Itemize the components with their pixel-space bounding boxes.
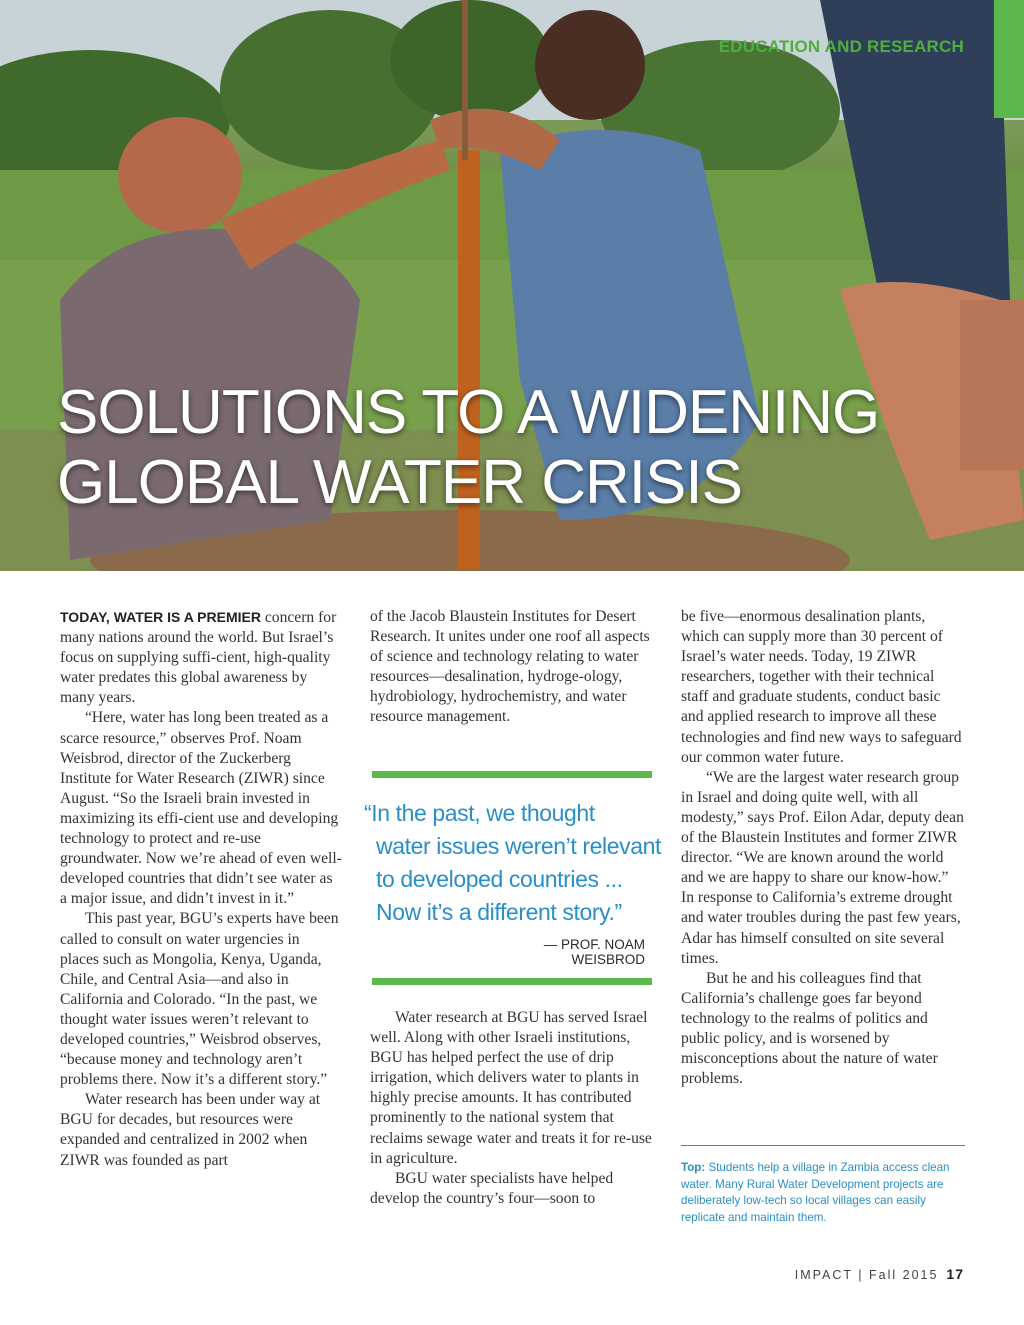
paragraph: This past year, BGU’s experts have been called to consult on water urgencies in places such as Mongolia, Kenya, Uganda, Chile, and Central Asia—and also in California and Colorado. “In the past, we thought water issues weren’t relevant to developed countries,” Weisbrod observes, “because money and technology aren’t problems there. Now it’s a different story.” xyxy=(60,910,339,1089)
paragraph: of the Jacob Blaustein Institutes for Desert Research. It unites under one roof all aspects of science and technology relating to water resources—desalination, hydroge-ology, hydrobiology, hydrochemistry, and water resource management. xyxy=(370,608,650,726)
pull-quote-line: “In the past, we thought xyxy=(364,800,595,826)
page-footer xyxy=(795,1266,964,1282)
section-label: EDUCATION AND RESEARCH xyxy=(718,37,964,56)
article-column-2-top xyxy=(370,607,652,728)
pull-quote-line: to developed countries ... xyxy=(376,866,623,892)
photo-caption xyxy=(681,1160,961,1226)
paragraph: BGU water specialists have helped develop the country’s four—soon to xyxy=(370,1169,614,1207)
article-column-3 xyxy=(681,607,965,1089)
article-column-2-bottom xyxy=(370,1008,652,1209)
section-tab xyxy=(994,0,1024,118)
pull-quote-rule-bottom xyxy=(372,978,652,985)
paragraph: Water research at BGU has served Israel well. Along with other Israeli institutions, BGU has helped perfect the use of drip irrigation, which delivers water to plants in highly precise amounts. It has contributed prominently to the national system that reclaims sewage water and treats it for re-use in agriculture. xyxy=(370,1009,652,1167)
pull-quote xyxy=(364,797,664,929)
paragraph: “We are the largest water research group in Israel and doing quite well, with all modesty,” says Prof. Eilon Adar, deputy dean of the Blaustein Institutes and former ZIWR director. “We are known around the world and we are happy to share our know-how.” In response to California’s extreme drought and water troubles during the past few years, Adar has himself consulted on site several times. xyxy=(681,768,964,967)
paragraph: But he and his colleagues find that California’s challenge goes far beyond technology to the realms of politics and public policy, and is worsened by misconceptions about the nature of water problems. xyxy=(681,969,938,1088)
article-headline xyxy=(57,378,987,518)
caption-text: Students help a village in Zambia access clean water. Many Rural Water Development projects are deliberately low-tech so local villages can easily replicate and maintain them. xyxy=(681,1161,950,1224)
pull-quote-rule-top xyxy=(372,771,652,778)
publication-name: IMPACT | Fall 2015 xyxy=(794,1268,939,1282)
headline-line-2: GLOBAL WATER CRISIS xyxy=(57,448,742,517)
caption-rule xyxy=(681,1145,965,1146)
article-column-1 xyxy=(60,607,342,1171)
paragraph: be five—enormous desalination plants, which can supply more than 30 percent of Israel’s water needs. Today, 19 ZIWR researchers, together with their technical staff and graduate students, conduct basic and applied research to improve all these technologies and find new ways to safeguard our common water future. xyxy=(681,608,962,766)
headline-line-1: SOLUTIONS TO A WIDENING xyxy=(57,378,880,447)
lead-in: TODAY, WATER IS A PREMIER xyxy=(60,609,261,625)
hero-photo xyxy=(0,0,1024,571)
caption-label: Top: xyxy=(681,1161,706,1174)
pull-quote-attribution: — PROF. NOAM WEISBROD xyxy=(543,937,645,967)
page-number: 17 xyxy=(946,1266,964,1282)
paragraph: “Here, water has long been treated as a scarce resource,” observes Prof. Noam Weisbrod, director of the Zuckerberg Institute for Water Research (ZIWR) since August. “So the Israeli brain invested in maximizing its effi-cient use and developing technology to protect and re-use groundwater. Now we’re ahead of even well-developed countries that didn’t see water as a major issue, and didn’t invest in it.” xyxy=(60,709,342,908)
pull-quote-line: water issues weren’t relevant xyxy=(376,833,661,859)
paragraph xyxy=(60,607,342,708)
paragraph: Water research has been under way at BGU for decades, but resources were expanded and centralized in 2002 when ZIWR was founded as part xyxy=(60,1091,321,1169)
paragraph-text: concern for many nations around the world. But Israel’s focus on supplying suffi-cient, high-quality water predates this global awareness by many years. xyxy=(60,609,337,707)
pull-quote-line: Now it’s a different story.” xyxy=(376,899,622,925)
